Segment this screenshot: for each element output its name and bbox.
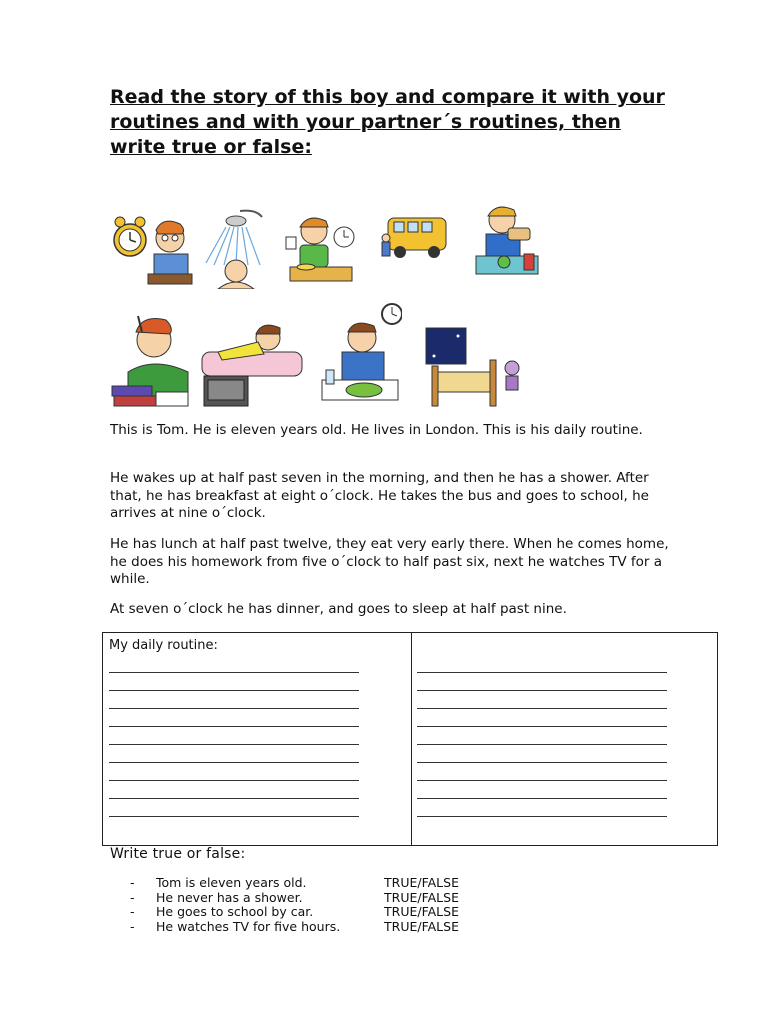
sleeping-bed-icon (424, 326, 528, 410)
column-divider (411, 633, 412, 845)
writing-line[interactable] (109, 673, 359, 691)
breakfast-icon (278, 205, 360, 287)
list-dash: - (130, 904, 135, 919)
writing-line[interactable] (417, 781, 667, 799)
writing-line[interactable] (109, 745, 359, 763)
writing-line[interactable] (109, 799, 359, 817)
writing-line[interactable] (417, 673, 667, 691)
worksheet-title: Read the story of this boy and compare it with your routines and with your partner´s routines, then write true or false: (110, 86, 665, 158)
true-false-answer[interactable]: TRUE/FALSE (384, 918, 459, 934)
writing-line[interactable] (109, 691, 359, 709)
true-false-answer[interactable]: TRUE/FALSE (384, 889, 459, 905)
statement: He goes to school by car. (156, 904, 314, 919)
writing-line[interactable] (417, 763, 667, 781)
dinner-icon (318, 298, 402, 404)
routine-right-column (417, 655, 667, 817)
true-false-item (130, 920, 474, 935)
school-bus-icon (380, 208, 450, 264)
true-false-item (130, 891, 474, 906)
watching-tv-icon (198, 318, 306, 410)
writing-line[interactable] (417, 655, 667, 673)
routine-header: My daily routine: (109, 638, 218, 653)
story-paragraph: He has lunch at half past twelve, they eat very early there. When he comes home, he does his homework from five o´clock to half past six, next he watches TV for a while. (110, 536, 669, 587)
story-paragraph: He wakes up at half past seven in the morning, and then he has a shower. After that, he has breakfast at eight o´clock. He takes the bus and goes to school, he arrives at nine o´clock. (110, 470, 649, 521)
statement: He watches TV for five hours. (156, 918, 341, 934)
writing-line[interactable] (109, 709, 359, 727)
list-dash: - (130, 918, 135, 934)
true-false-heading: Write true or false: (110, 846, 246, 862)
true-false-item (130, 905, 474, 920)
homework-icon (108, 312, 200, 408)
list-dash: - (130, 875, 135, 890)
writing-line[interactable] (109, 781, 359, 799)
writing-line[interactable] (417, 745, 667, 763)
true-false-list (130, 876, 474, 934)
daily-routine-box (102, 632, 718, 846)
alarm-clock-wakeup-icon (108, 200, 196, 288)
true-false-answer[interactable]: TRUE/FALSE (384, 875, 459, 890)
writing-line[interactable] (417, 709, 667, 727)
writing-line[interactable] (109, 727, 359, 745)
writing-line[interactable] (417, 727, 667, 745)
writing-line[interactable] (109, 763, 359, 781)
statement: Tom is eleven years old. (156, 875, 307, 890)
routine-left-column (109, 637, 359, 817)
true-false-item (130, 876, 474, 891)
writing-line[interactable] (109, 655, 359, 673)
list-dash: - (130, 889, 135, 905)
story-paragraph: This is Tom. He is eleven years old. He lives in London. This is his daily routine. (110, 422, 643, 438)
story-paragraph: At seven o´clock he has dinner, and goes to sleep at half past nine. (110, 601, 567, 617)
writing-line[interactable] (417, 799, 667, 817)
statement: He never has a shower. (156, 889, 303, 905)
true-false-answer[interactable]: TRUE/FALSE (384, 904, 459, 919)
shower-icon (196, 205, 278, 289)
writing-line[interactable] (417, 691, 667, 709)
lunch-icon (468, 198, 548, 280)
